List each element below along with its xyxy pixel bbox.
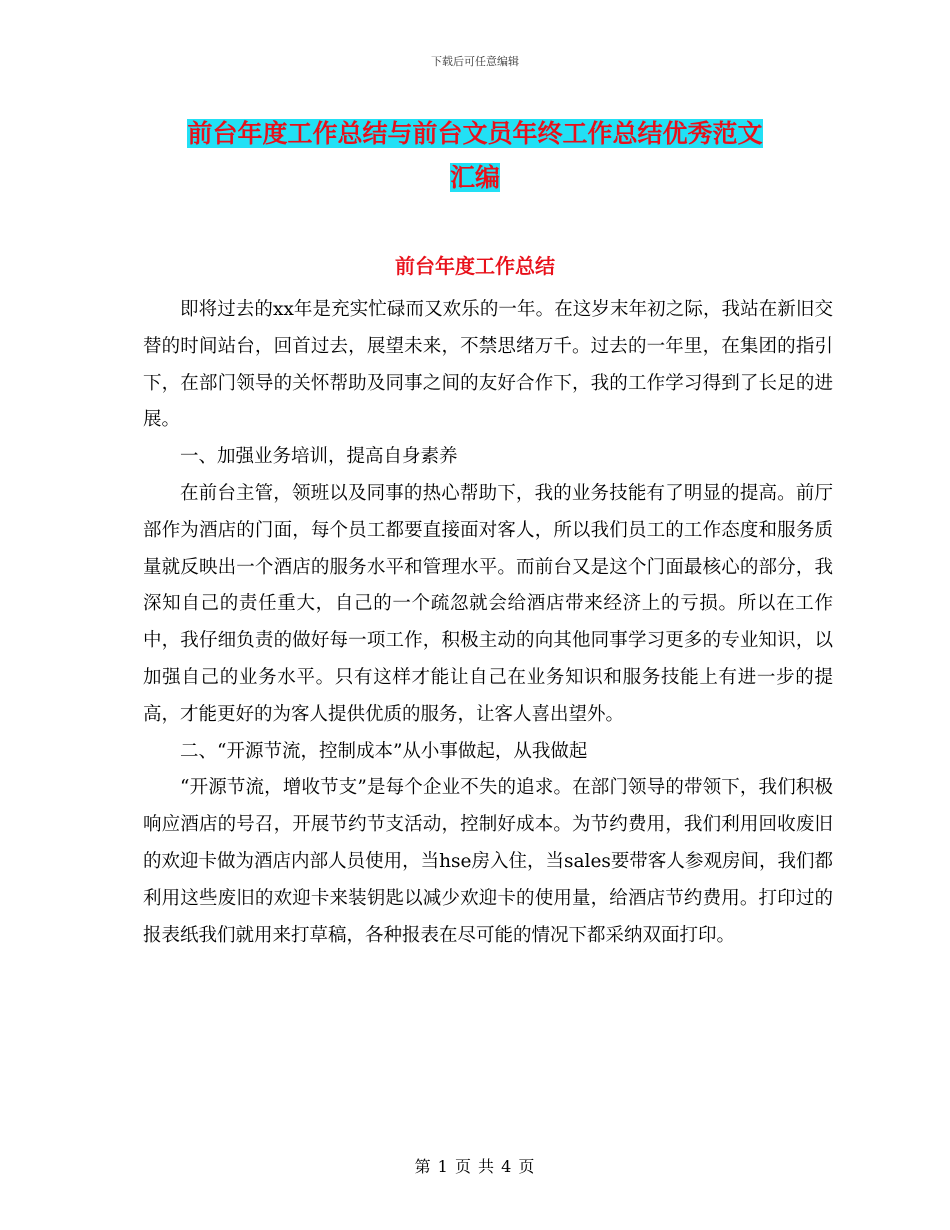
header-note: 下载后可任意编辑 (431, 55, 519, 68)
document-title (140, 112, 810, 200)
page-number: 第 1 页 共 4 页 (414, 1157, 536, 1176)
document-body (143, 292, 833, 954)
document-title-line-1: 前台年度工作总结与前台文员年终工作总结优秀范文 (187, 119, 763, 148)
paragraph-intro: 即将过去的xx年是充实忙碌而又欢乐的一年。在这岁末年初之际，我站在新旧交替的时间站台，回首过去，展望未来，不禁思绪万千。过去的一年里，在集团的指引下，在部门领导的关怀帮助及同事之间的友好合作下，我的工作学习得到了长足的进展。 (143, 299, 833, 431)
heading-cost-control: 二、“开源节流，控制成本”从小事做起，从我做起 (180, 740, 588, 762)
section-title: 前台年度工作总结 (395, 254, 555, 278)
document-title-line-2: 汇编 (449, 163, 500, 192)
paragraph-training: 在前台主管，领班以及同事的热心帮助下，我的业务技能有了明显的提高。前厅部作为酒店的门面，每个员工都要直接面对客人，所以我们员工的工作态度和服务质量就反映出一个酒店的服务水平和管理水平。而前台又是这个门面最核心的部分，我深知自己的责任重大，自己的一个疏忽就会给酒店带来经济上的亏损。所以在工作中，我仔细负责的做好每一项工作，积极主动的向其他同事学习更多的专业知识，以加强自己的业务水平。只有这样才能让自己在业务知识和服务技能上有进一步的提高，才能更好的为客人提供优质的服务，让客人喜出望外。 (143, 482, 833, 725)
heading-training: 一、加强业务培训，提高自身素养 (180, 446, 458, 468)
paragraph-cost-control: “开源节流，增收节支”是每个企业不失的追求。在部门领导的带领下，我们积极响应酒店的号召，开展节约节支活动，控制好成本。为节约费用，我们利用回收废旧的欢迎卡做为酒店内部人员使用，当hse房入住，当sales要带客人参观房间，我们都利用这些废旧的欢迎卡来装钥匙以减少欢迎卡的使用量，给酒店节约费用。打印过的报表纸我们就用来打草稿，各种报表在尽可能的情况下都采纳双面打印。 (143, 777, 833, 946)
